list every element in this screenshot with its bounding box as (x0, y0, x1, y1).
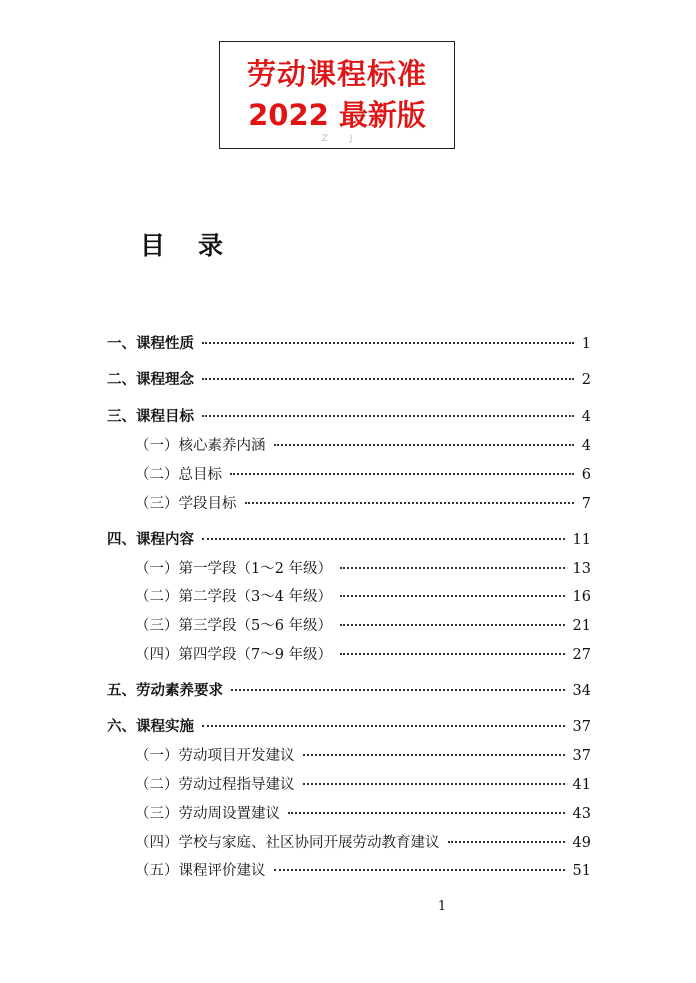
toc-entry-label: 二、课程理念 (107, 372, 194, 388)
toc-entry-subsection[interactable] (0, 831, 696, 853)
toc-dot-leader (340, 595, 564, 597)
toc-entry-page: 11 (572, 532, 591, 548)
toc-dot-leader (288, 812, 565, 814)
toc-entry-label: 四、课程内容 (107, 532, 194, 548)
toc-entry-page: 4 (581, 409, 591, 425)
toc-dot-leader (340, 567, 564, 569)
toc-entry-subsection[interactable] (0, 859, 696, 881)
toc-entry-subsection[interactable] (0, 557, 696, 579)
toc-entry-label: （五）课程评价建议 (135, 863, 266, 879)
toc-dot-leader (230, 473, 574, 475)
toc-entry-section[interactable] (0, 368, 696, 390)
toc-entry-subsection[interactable] (0, 802, 696, 824)
toc-entry-page: 43 (572, 806, 591, 822)
toc-entry-subsection[interactable] (0, 585, 696, 607)
toc-entry-label: 三、课程目标 (107, 409, 194, 425)
toc-dot-leader (202, 538, 565, 540)
title-box (219, 41, 455, 149)
toc-entry-page: 21 (572, 618, 591, 634)
toc-entry-subsection[interactable] (0, 744, 696, 766)
toc-entry-page: 49 (572, 835, 591, 851)
toc-entry-page: 34 (572, 683, 591, 699)
toc-entry-page: 13 (572, 561, 591, 577)
toc-dot-leader (274, 444, 574, 446)
watermark (220, 134, 454, 144)
toc-entry-label: 五、劳动素养要求 (107, 683, 223, 699)
toc-entry-subsection[interactable] (0, 643, 696, 665)
toc-entry-label: 六、课程实施 (107, 719, 194, 735)
toc-entry-label: （三）学段目标 (135, 496, 237, 512)
toc-heading-char2: 录 (198, 231, 224, 260)
toc-entry-label: （一）劳动项目开发建议 (135, 748, 295, 764)
toc-entry-subsection[interactable] (0, 463, 696, 485)
page-number: 1 (437, 899, 447, 914)
toc-entry-section[interactable] (0, 715, 696, 737)
toc-entry-label: （四）学校与家庭、社区协同开展劳动教育建议 (135, 835, 440, 851)
toc-entry-label: （一）核心素养内涵 (135, 438, 266, 454)
toc-dot-leader (202, 415, 574, 417)
toc-entry-label: （二）总目标 (135, 467, 222, 483)
toc-dot-leader (303, 754, 565, 756)
toc-entry-page: 37 (572, 719, 591, 735)
toc-entry-page: 37 (572, 748, 591, 764)
toc-dot-leader (245, 502, 574, 504)
toc-entry-section[interactable] (0, 332, 696, 354)
toc-entry-subsection[interactable] (0, 492, 696, 514)
toc-entry-subsection[interactable] (0, 773, 696, 795)
toc-entry-page: 16 (572, 589, 591, 605)
toc-dot-leader (448, 841, 565, 843)
watermark-right: J (349, 134, 353, 144)
toc-entry-page: 2 (581, 372, 591, 388)
toc-dot-leader (340, 653, 564, 655)
toc-entry-label: （三）劳动周设置建议 (135, 806, 280, 822)
watermark-left: Z (321, 134, 328, 144)
toc-entry-page: 27 (572, 647, 591, 663)
toc-dot-leader (340, 624, 564, 626)
toc-heading-char1: 目 (140, 231, 166, 260)
toc-dot-leader (274, 869, 565, 871)
toc-entry-label: （一）第一学段（1～2 年级） (135, 561, 333, 577)
toc-dot-leader (202, 378, 574, 380)
toc-entry-page: 6 (581, 467, 591, 483)
toc-entry-label: （四）第四学段（7～9 年级） (135, 647, 333, 663)
toc-heading (140, 226, 223, 262)
document-title-line2: 2022 最新版 (248, 98, 426, 132)
toc-entry-label: 一、课程性质 (107, 336, 194, 352)
toc-entry-page: 4 (581, 438, 591, 454)
toc-entry-page: 51 (572, 863, 591, 879)
toc-entry-subsection[interactable] (0, 614, 696, 636)
toc-entry-section[interactable] (0, 528, 696, 550)
toc-dot-leader (202, 342, 574, 344)
toc-dot-leader (202, 725, 565, 727)
toc-entry-label: （二）第二学段（3～4 年级） (135, 589, 333, 605)
document-title-line1: 劳动课程标准 (246, 57, 427, 91)
toc-entry-section[interactable] (0, 679, 696, 701)
toc-entry-page: 41 (572, 777, 591, 793)
toc-dot-leader (231, 689, 565, 691)
toc-dot-leader (303, 783, 565, 785)
toc-entry-section[interactable] (0, 405, 696, 427)
toc-entry-label: （二）劳动过程指导建议 (135, 777, 295, 793)
toc-entry-subsection[interactable] (0, 434, 696, 456)
toc-entry-label: （三）第三学段（5～6 年级） (135, 618, 333, 634)
toc-entry-page: 1 (581, 336, 591, 352)
toc-entry-page: 7 (581, 496, 591, 512)
